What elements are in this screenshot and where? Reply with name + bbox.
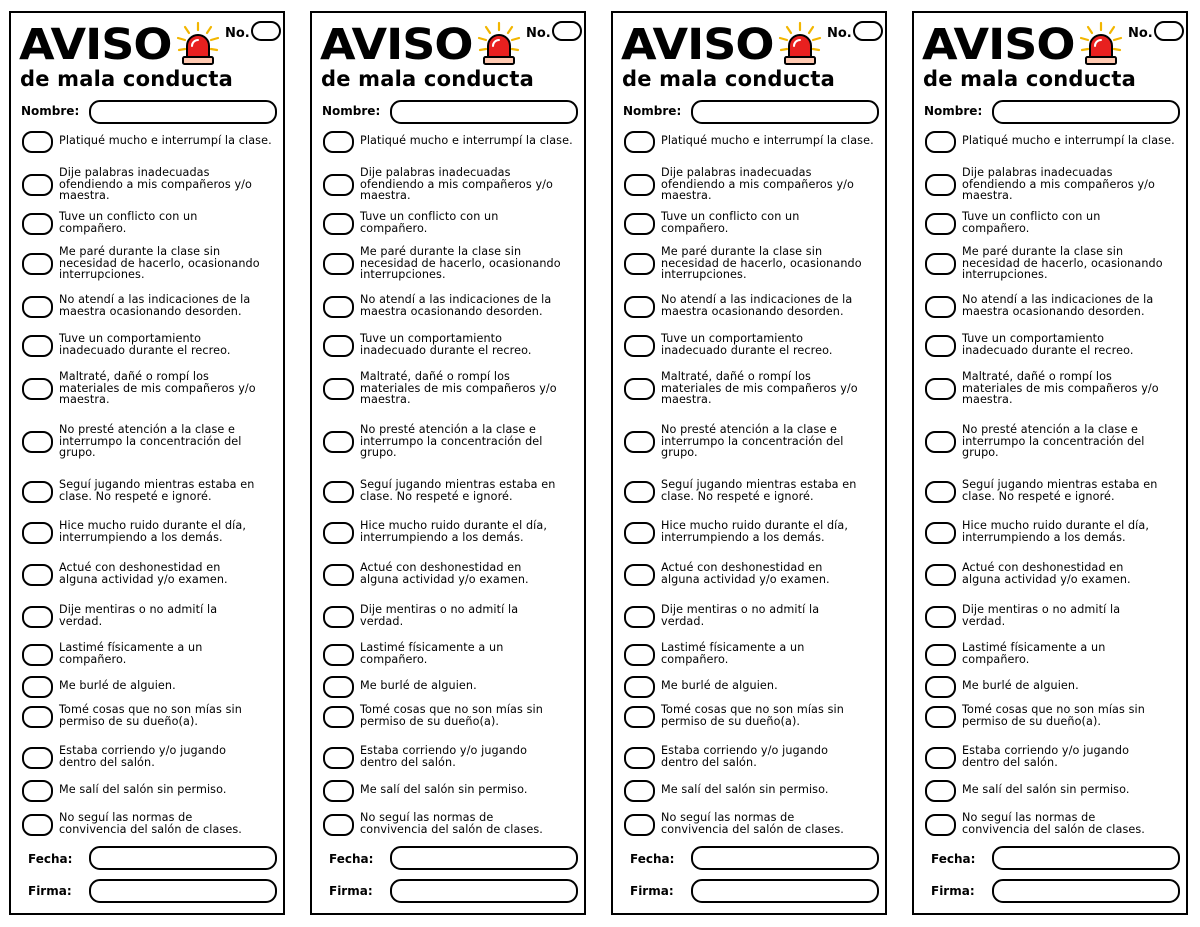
signature-label: Firma: [28,884,72,898]
checklist-checkbox[interactable] [22,606,53,628]
checklist-item [621,424,889,459]
checklist-checkbox[interactable] [22,335,53,357]
checklist-item [922,424,1190,459]
checklist-item [922,520,1190,544]
checklist-item-label: Lastimé físicamente a un compañero. [59,641,203,666]
checklist-checkbox[interactable] [624,378,655,400]
checklist-item [19,479,287,503]
checklist-item [19,371,287,406]
checklist-checkbox[interactable] [624,780,655,802]
checklist-item-label: No atendí a las indicaciones de la maestra ocasionando desorden. [661,293,853,318]
date-label: Fecha: [931,852,976,866]
checklist-checkbox[interactable] [22,747,53,769]
checklist-item [320,704,588,728]
checklist-item-label: Seguí jugando mientras estaba en clase. No respeté e ignoré. [59,478,255,503]
checklist-checkbox[interactable] [22,431,53,453]
checklist-checkbox[interactable] [624,606,655,628]
checklist-item-label: Maltraté, dañé o rompí los materiales de mis compañeros y/o maestra. [962,370,1159,406]
number-label: No. [1128,26,1153,41]
checklist-item-label: Actué con deshonestidad en alguna actividad y/o examen. [360,561,529,586]
checklist-item [922,371,1190,406]
checklist-checkbox[interactable] [323,564,354,586]
checklist-checkbox[interactable] [925,522,956,544]
name-label: Nombre: [924,104,983,118]
checklist-item-label: Tuve un conflicto con un compañero. [360,210,499,235]
checklist-item-label: Tuve un conflicto con un compañero. [962,210,1101,235]
checklist-item-label: Me paré durante la clase sin necesidad de hacerlo, ocasionando interrupciones. [661,245,862,281]
checklist-item-label: Tomé cosas que no son mías sin permiso de su dueño(a). [59,703,242,728]
name-label: Nombre: [21,104,80,118]
name-label: Nombre: [322,104,381,118]
checklist-checkbox[interactable] [925,131,956,153]
name-field[interactable] [691,100,879,124]
checklist-item [621,812,889,836]
checklist-item [320,642,588,666]
checklist-checkbox[interactable] [22,378,53,400]
checklist-item [320,812,588,836]
checklist-item [621,371,889,406]
checklist-item-label: Dije mentiras o no admití la verdad. [360,603,519,628]
siren-icon [476,21,522,67]
date-field[interactable] [691,846,879,870]
checklist-checkbox[interactable] [22,481,53,503]
checklist-item-label: Tomé cosas que no son mías sin permiso de su dueño(a). [360,703,543,728]
checklist-item [621,642,889,666]
number-field[interactable] [1154,21,1184,41]
checklist-checkbox[interactable] [925,253,956,275]
name-field[interactable] [390,100,578,124]
checklist-item-label: Me burlé de alguien. [360,679,477,692]
checklist-item [320,680,588,704]
checklist-item-label: No presté atención a la clase e interrumpo la concentración del grupo. [59,423,242,459]
checklist-checkbox[interactable] [624,431,655,453]
behavior-notice-card-2 [310,11,586,915]
checklist-item [621,604,889,628]
notice-title: AVISO [19,19,172,69]
checklist-item-label: Seguí jugando mientras estaba en clase. No respeté e ignoré. [360,478,556,503]
checklist-item-label: Me burlé de alguien. [962,679,1079,692]
checklist-item-label: Platiqué mucho e interrumpí la clase. [360,134,573,147]
number-label: No. [225,26,250,41]
checklist-item-label: Dije palabras inadecuadas ofendiendo a mis compañeros y/o maestra. [59,166,252,202]
checklist-checkbox[interactable] [624,335,655,357]
checklist-item-label: Maltraté, dañé o rompí los materiales de mis compañeros y/o maestra. [360,370,557,406]
checklist-item-label: Me paré durante la clase sin necesidad de hacerlo, ocasionando interrupciones. [360,245,561,281]
checklist-item-label: Hice mucho ruido durante el día, interrumpiendo a los demás. [59,519,246,544]
number-label: No. [827,26,852,41]
checklist-item [19,294,287,318]
behavior-notice-card-4 [912,11,1188,915]
checklist-item-label: Tuve un comportamiento inadecuado durante el recreo. [360,332,532,357]
checklist-item [320,294,588,318]
notice-subtitle: de mala conducta [20,67,233,91]
checklist-checkbox[interactable] [323,378,354,400]
checklist-item [922,294,1190,318]
date-field[interactable] [390,846,578,870]
checklist-item-label: Tomé cosas que no son mías sin permiso de su dueño(a). [962,703,1145,728]
name-field[interactable] [89,100,277,124]
notice-title: AVISO [621,19,774,69]
checklist-item-label: Actué con deshonestidad en alguna actividad y/o examen. [59,561,228,586]
checklist-item [19,812,287,836]
checklist-item-label: Lastimé físicamente a un compañero. [661,641,805,666]
checklist-item-label: Tuve un conflicto con un compañero. [661,210,800,235]
checklist-checkbox[interactable] [624,253,655,275]
checklist-item [621,167,889,202]
checklist-item [320,562,588,586]
checklist-item [621,333,889,357]
checklist-item-label: Tuve un comportamiento inadecuado durante el recreo. [59,332,231,357]
checklist-item [621,562,889,586]
siren-icon [777,21,823,67]
checklist-checkbox[interactable] [323,676,354,698]
checklist-item [621,479,889,503]
checklist-item [922,246,1190,281]
checklist-item [922,135,1190,159]
checklist-item-label: No presté atención a la clase e interrumpo la concentración del grupo. [962,423,1145,459]
checklist-item-label: No seguí las normas de convivencia del salón de clases. [962,811,1145,836]
checklist-checkbox[interactable] [624,522,655,544]
checklist-item [922,745,1190,769]
number-label: No. [526,26,551,41]
signature-label: Firma: [329,884,373,898]
checklist-checkbox[interactable] [925,747,956,769]
checklist-checkbox[interactable] [624,296,655,318]
checklist-item [19,167,287,202]
checklist-checkbox[interactable] [323,706,354,728]
checklist-item-label: Dije palabras inadecuadas ofendiendo a mis compañeros y/o maestra. [661,166,854,202]
checklist-item-label: Me burlé de alguien. [59,679,176,692]
checklist-item [19,246,287,281]
checklist-item-label: No seguí las normas de convivencia del salón de clases. [661,811,844,836]
notice-title: AVISO [922,19,1075,69]
checklist-checkbox[interactable] [22,814,53,836]
checklist-item-label: Estaba corriendo y/o jugando dentro del salón. [962,744,1130,769]
checklist-checkbox[interactable] [22,780,53,802]
checklist-item-label: No atendí a las indicaciones de la maestra ocasionando desorden. [59,293,251,318]
name-label: Nombre: [623,104,682,118]
checklist-checkbox[interactable] [925,481,956,503]
checklist-checkbox[interactable] [925,378,956,400]
checklist-item [320,479,588,503]
checklist-checkbox[interactable] [22,644,53,666]
checklist-item-label: Maltraté, dañé o rompí los materiales de mis compañeros y/o maestra. [661,370,858,406]
checklist-checkbox[interactable] [323,481,354,503]
date-label: Fecha: [630,852,675,866]
siren-icon [175,21,221,67]
checklist-checkbox[interactable] [323,296,354,318]
checklist-item [621,294,889,318]
checklist-item [922,812,1190,836]
checklist-item [621,211,889,235]
number-field[interactable] [853,21,883,41]
checklist-item [320,604,588,628]
checklist-item [19,680,287,704]
checklist-checkbox[interactable] [925,335,956,357]
checklist-checkbox[interactable] [925,431,956,453]
checklist-item-label: Lastimé físicamente a un compañero. [962,641,1106,666]
checklist-item [621,246,889,281]
checklist-item [621,680,889,704]
checklist-checkbox[interactable] [323,747,354,769]
checklist-item-label: Tuve un comportamiento inadecuado durante el recreo. [962,332,1134,357]
checklist-checkbox[interactable] [925,644,956,666]
checklist-item [922,479,1190,503]
checklist-item-label: Dije mentiras o no admití la verdad. [59,603,218,628]
checklist-checkbox[interactable] [925,174,956,196]
notice-subtitle: de mala conducta [622,67,835,91]
siren-icon [1078,21,1124,67]
checklist-item-label: Lastimé físicamente a un compañero. [360,641,504,666]
checklist-item [922,562,1190,586]
checklist-item [320,333,588,357]
checklist-checkbox[interactable] [22,676,53,698]
checklist-item [19,784,287,808]
name-field[interactable] [992,100,1180,124]
checklist-item [19,562,287,586]
signature-label: Firma: [931,884,975,898]
checklist-item-label: Tuve un conflicto con un compañero. [59,210,198,235]
checklist-checkbox[interactable] [22,253,53,275]
checklist-item-label: Dije mentiras o no admití la verdad. [661,603,820,628]
checklist-checkbox[interactable] [925,676,956,698]
checklist-checkbox[interactable] [22,213,53,235]
checklist-checkbox[interactable] [323,431,354,453]
checklist-item-label: Tuve un comportamiento inadecuado durante el recreo. [661,332,833,357]
checklist-item [621,784,889,808]
checklist-item-label: No presté atención a la clase e interrumpo la concentración del grupo. [661,423,844,459]
behavior-notice-card-3 [611,11,887,915]
checklist-item [621,745,889,769]
checklist-checkbox[interactable] [624,644,655,666]
checklist-item-label: Me salí del salón sin permiso. [661,783,829,796]
checklist-item [621,135,889,159]
checklist-item [922,167,1190,202]
date-field[interactable] [89,846,277,870]
checklist-checkbox[interactable] [323,213,354,235]
checklist-item [19,704,287,728]
checklist-checkbox[interactable] [323,131,354,153]
date-label: Fecha: [329,852,374,866]
behavior-notice-card-1 [9,11,285,915]
checklist-checkbox[interactable] [624,481,655,503]
checklist-item-label: No presté atención a la clase e interrumpo la concentración del grupo. [360,423,543,459]
checklist-item [320,745,588,769]
checklist-item-label: Dije palabras inadecuadas ofendiendo a mis compañeros y/o maestra. [360,166,553,202]
checklist-checkbox[interactable] [925,606,956,628]
checklist-checkbox[interactable] [323,606,354,628]
checklist-item-label: No atendí a las indicaciones de la maestra ocasionando desorden. [360,293,552,318]
checklist-item [19,424,287,459]
checklist-item-label: Dije palabras inadecuadas ofendiendo a mis compañeros y/o maestra. [962,166,1155,202]
signature-field[interactable] [992,879,1180,903]
notice-subtitle: de mala conducta [321,67,534,91]
checklist-checkbox[interactable] [22,706,53,728]
checklist-checkbox[interactable] [624,131,655,153]
checklist-item [19,520,287,544]
checklist-item-label: No atendí a las indicaciones de la maestra ocasionando desorden. [962,293,1154,318]
checklist-item [320,424,588,459]
checklist-item-label: Tomé cosas que no son mías sin permiso de su dueño(a). [661,703,844,728]
checklist-checkbox[interactable] [925,296,956,318]
checklist-item [19,333,287,357]
signature-field[interactable] [691,879,879,903]
checklist-item-label: Me salí del salón sin permiso. [59,783,227,796]
checklist-checkbox[interactable] [925,706,956,728]
signature-field[interactable] [390,879,578,903]
checklist-checkbox[interactable] [323,780,354,802]
checklist-item-label: Maltraté, dañé o rompí los materiales de mis compañeros y/o maestra. [59,370,256,406]
checklist-checkbox[interactable] [323,253,354,275]
date-field[interactable] [992,846,1180,870]
checklist-checkbox[interactable] [22,564,53,586]
checklist-checkbox[interactable] [624,814,655,836]
checklist-checkbox[interactable] [22,174,53,196]
notice-title: AVISO [320,19,473,69]
date-label: Fecha: [28,852,73,866]
checklist-item [320,246,588,281]
checklist-item-label: Actué con deshonestidad en alguna actividad y/o examen. [661,561,830,586]
number-field[interactable] [251,21,281,41]
checklist-item-label: Seguí jugando mientras estaba en clase. No respeté e ignoré. [661,478,857,503]
checklist-item [320,135,588,159]
checklist-item-label: Me burlé de alguien. [661,679,778,692]
checklist-item-label: Me salí del salón sin permiso. [962,783,1130,796]
checklist-checkbox[interactable] [925,564,956,586]
checklist-item [621,704,889,728]
checklist-item-label: No seguí las normas de convivencia del salón de clases. [59,811,242,836]
checklist-checkbox[interactable] [22,296,53,318]
checklist-item [320,211,588,235]
checklist-checkbox[interactable] [323,644,354,666]
checklist-item [922,604,1190,628]
checklist-item-label: Platiqué mucho e interrumpí la clase. [661,134,874,147]
signature-field[interactable] [89,879,277,903]
checklist-item-label: No seguí las normas de convivencia del salón de clases. [360,811,543,836]
checklist-item [19,745,287,769]
checklist-checkbox[interactable] [22,522,53,544]
checklist-item-label: Me salí del salón sin permiso. [360,783,528,796]
checklist-item [621,520,889,544]
checklist-checkbox[interactable] [624,174,655,196]
checklist-item [320,520,588,544]
checklist-checkbox[interactable] [323,814,354,836]
checklist-checkbox[interactable] [323,335,354,357]
checklist-item [320,784,588,808]
checklist-item [922,211,1190,235]
checklist-item [19,135,287,159]
checklist-checkbox[interactable] [323,174,354,196]
checklist-item-label: Platiqué mucho e interrumpí la clase. [962,134,1175,147]
checklist-item-label: Estaba corriendo y/o jugando dentro del salón. [360,744,528,769]
checklist-item-label: Platiqué mucho e interrumpí la clase. [59,134,272,147]
checklist-item [922,704,1190,728]
notice-subtitle: de mala conducta [923,67,1136,91]
checklist-checkbox[interactable] [323,522,354,544]
checklist-item [922,784,1190,808]
checklist-checkbox[interactable] [624,676,655,698]
checklist-item-label: Dije mentiras o no admití la verdad. [962,603,1121,628]
checklist-item [320,167,588,202]
checklist-checkbox[interactable] [624,564,655,586]
number-field[interactable] [552,21,582,41]
checklist-item [922,642,1190,666]
checklist-checkbox[interactable] [925,780,956,802]
checklist-item-label: Me paré durante la clase sin necesidad de hacerlo, ocasionando interrupciones. [59,245,260,281]
checklist-item-label: Estaba corriendo y/o jugando dentro del salón. [59,744,227,769]
checklist-item-label: Seguí jugando mientras estaba en clase. No respeté e ignoré. [962,478,1158,503]
checklist-checkbox[interactable] [624,213,655,235]
checklist-item-label: Hice mucho ruido durante el día, interrumpiendo a los demás. [661,519,848,544]
checklist-item-label: Hice mucho ruido durante el día, interrumpiendo a los demás. [360,519,547,544]
checklist-item [320,371,588,406]
checklist-checkbox[interactable] [624,706,655,728]
checklist-item [19,211,287,235]
checklist-checkbox[interactable] [925,213,956,235]
checklist-checkbox[interactable] [925,814,956,836]
signature-label: Firma: [630,884,674,898]
checklist-item-label: Hice mucho ruido durante el día, interrumpiendo a los demás. [962,519,1149,544]
checklist-item-label: Actué con deshonestidad en alguna actividad y/o examen. [962,561,1131,586]
checklist-checkbox[interactable] [624,747,655,769]
checklist-item [19,604,287,628]
checklist-item-label: Estaba corriendo y/o jugando dentro del salón. [661,744,829,769]
checklist-checkbox[interactable] [22,131,53,153]
checklist-item-label: Me paré durante la clase sin necesidad de hacerlo, ocasionando interrupciones. [962,245,1163,281]
checklist-item [922,333,1190,357]
checklist-item [922,680,1190,704]
checklist-item [19,642,287,666]
